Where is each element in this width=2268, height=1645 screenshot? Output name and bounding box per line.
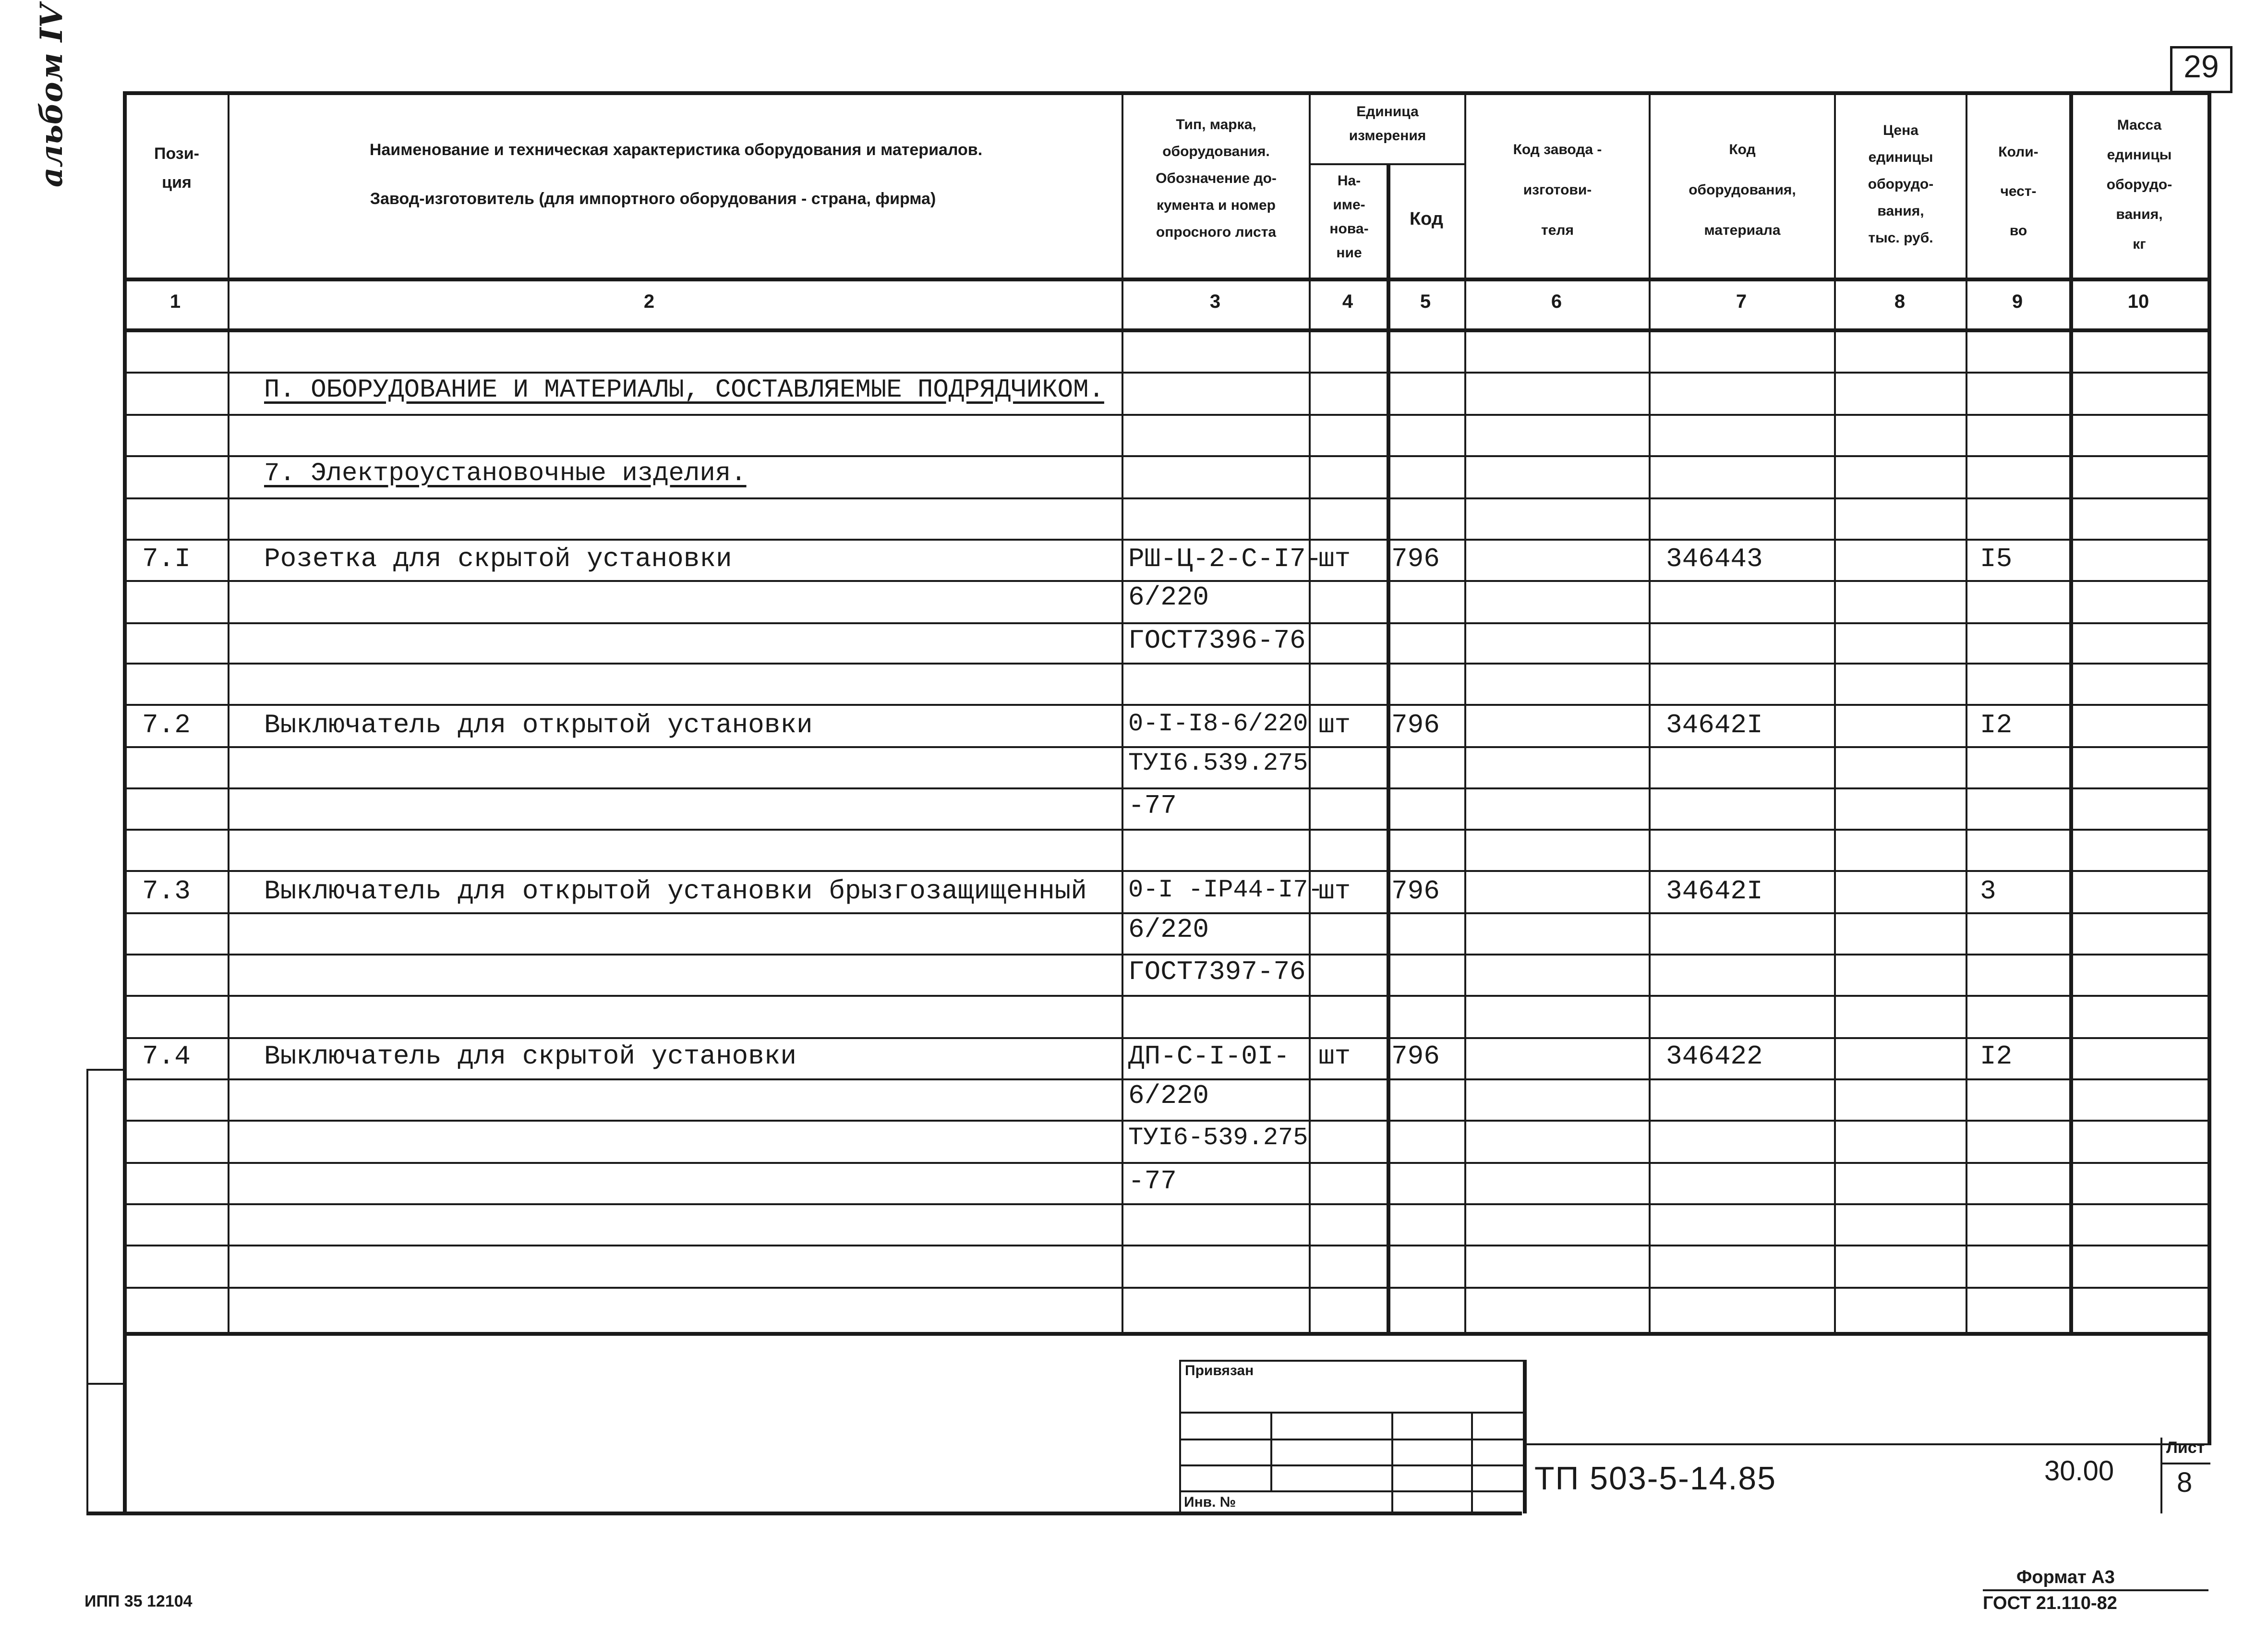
item-type-line: 6/220 [1128, 1080, 1209, 1111]
header-price: Цена единицы оборудо- вания, тыс. руб. [1868, 122, 1934, 246]
header-type: Тип, марка, оборудования. Обозначение до- кумента и номер опросного листа [1156, 117, 1277, 240]
side-note: альбом IV [34, 3, 70, 187]
item-quantity: I5 [1980, 544, 2013, 574]
item-type-line: ДП-С-I-0I- [1128, 1041, 1290, 1072]
header-material-code: Код оборудования, материала [1689, 142, 1796, 238]
item-name: Выключатель для скрытой установки [264, 1041, 796, 1072]
column-number-2: 2 [643, 291, 655, 312]
item-name: Выключатель для открытой установки [264, 710, 813, 740]
item-type-line: ТУI6-539.275 [1128, 1124, 1308, 1152]
column-number-9: 9 [2012, 291, 2023, 312]
sheet-label: Лист [2166, 1439, 2205, 1457]
footer-gost: ГОСТ 21.110-82 [1983, 1593, 2117, 1613]
column-number-4: 4 [1342, 291, 1353, 312]
column-number-1: 1 [169, 291, 181, 312]
item-type-line: -77 [1128, 790, 1177, 821]
header-unit-code: Код [1409, 209, 1444, 229]
header-position: Пози- ция [154, 145, 199, 192]
item-type-line: ГОСТ7397-76 [1128, 956, 1306, 987]
item-type-line: 6/220 [1128, 914, 1209, 945]
item-name: Розетка для скрытой установки [264, 544, 732, 574]
item-unit-name: шт [1318, 544, 1351, 574]
header-factory-code: Код завода - изготови- теля [1513, 142, 1602, 238]
section-title: П. ОБОРУДОВАНИЕ И МАТЕРИАЛЫ, СОСТАВЛЯЕМЫЕ ПОДРЯДЧИКОМ. [264, 375, 1104, 405]
item-material-code: 34642I [1666, 876, 1763, 907]
margin-strip-line [86, 1069, 88, 1513]
document-code: 30.00 [2044, 1455, 2114, 1487]
column-number-6: 6 [1551, 291, 1562, 312]
item-type-line: РШ-Ц-2-С-I7- [1128, 544, 1322, 574]
column-number-3: 3 [1209, 291, 1221, 312]
item-type-line: ГОСТ7396-76 [1128, 625, 1306, 656]
corner-number: 29 [2184, 48, 2219, 84]
footer-format: Формат А3 [2016, 1567, 2115, 1587]
item-quantity: 3 [1980, 876, 1996, 907]
item-type-line: -77 [1128, 1166, 1177, 1197]
item-material-code: 34642I [1666, 710, 1763, 740]
item-type-line: 0-I -IP44-I7- [1128, 876, 1323, 904]
column-number-8: 8 [1894, 291, 1906, 312]
header-unit-name: На- име- нова- ние [1329, 173, 1369, 261]
bound-label: Привязан [1185, 1363, 1254, 1379]
item-type-line: ТУI6.539.275 [1128, 749, 1308, 777]
column-number-7: 7 [1736, 291, 1747, 312]
item-position: 7.2 [142, 710, 191, 740]
item-unit-name: шт [1318, 710, 1351, 740]
item-position: 7.I [142, 544, 191, 574]
item-material-code: 346443 [1666, 544, 1763, 574]
column-number-5: 5 [1420, 291, 1431, 312]
item-name: Выключатель для открытой установки брызгозащищенный [264, 876, 1087, 907]
item-unit-name: шт [1318, 876, 1351, 907]
header-name-line2: Завод-изготовитель (для импортного оборудования - страна, фирма) [370, 190, 936, 208]
item-material-code: 346422 [1666, 1041, 1763, 1072]
margin-strip-top [86, 1069, 125, 1071]
item-position: 7.4 [142, 1041, 191, 1072]
column-number-10: 10 [2127, 291, 2149, 312]
item-unit-code: 796 [1391, 876, 1440, 907]
footer-archive-number: ИПП 35 12104 [84, 1592, 193, 1610]
item-quantity: I2 [1980, 710, 2013, 740]
sheet-number: 8 [2177, 1467, 2193, 1498]
item-position: 7.3 [142, 876, 191, 907]
header-unit: Единица измерения [1349, 104, 1426, 144]
header-name-line1: Наименование и техническая характеристика оборудования и материалов. [369, 141, 983, 159]
item-unit-code: 796 [1391, 710, 1440, 740]
document-number: ТП 503-5-14.85 [1534, 1460, 1777, 1497]
item-unit-code: 796 [1391, 1041, 1440, 1072]
item-type-line: 6/220 [1128, 582, 1209, 613]
item-unit-name: шт [1318, 1041, 1351, 1072]
subsection-title: 7. Электроустановочные изделия. [264, 459, 747, 488]
header-quantity: Коли- чест- во [1998, 144, 2039, 239]
inventory-number-label: Инв. № [1184, 1494, 1236, 1510]
item-unit-code: 796 [1391, 544, 1440, 574]
item-type-line: 0-I-I8-6/220 [1128, 710, 1308, 738]
header-mass: Масса единицы оборудо- вания, кг [2106, 117, 2172, 252]
item-quantity: I2 [1980, 1041, 2013, 1072]
